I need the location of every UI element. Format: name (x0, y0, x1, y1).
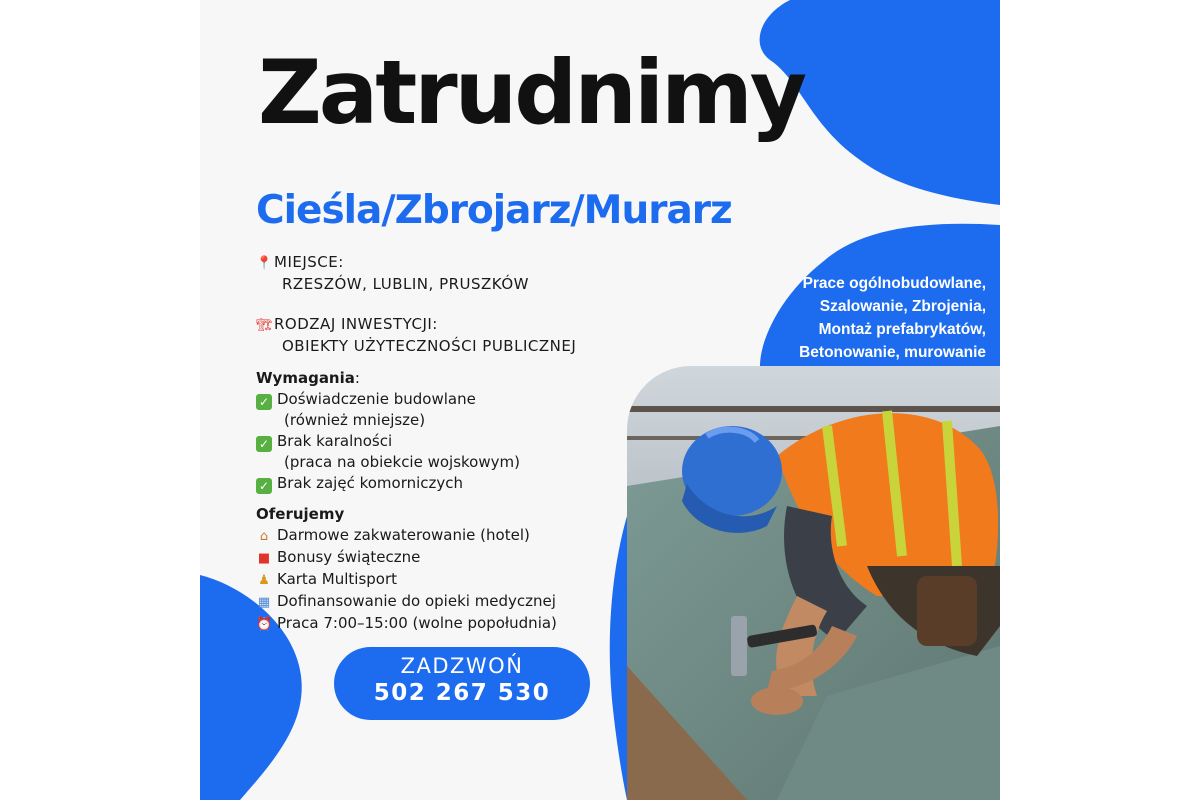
investment-value: OBIEKTY UŻYTECZNOŚCI PUBLICZNEJ (282, 337, 577, 355)
work-type: Szalowanie, Zbrojenia, (819, 298, 986, 315)
crane-icon: 🏗 (256, 318, 274, 333)
check-icon: ✓ (256, 394, 272, 410)
list-item (256, 591, 557, 613)
check-icon: ✓ (256, 478, 272, 494)
investment-label: RODZAJ INWESTYCJI: (274, 315, 438, 333)
alarm-clock-icon: ⏰ (256, 617, 273, 632)
construction-worker-illustration (627, 366, 1000, 800)
job-titles: Cieśla/Zbrojarz/Murarz (256, 188, 732, 233)
work-types (799, 272, 986, 364)
pin-icon: 📍 (256, 256, 273, 271)
offer-text: Karta Multisport (277, 570, 397, 588)
phone-number[interactable]: 502 267 530 (373, 680, 551, 706)
work-type: Betonowanie, murowanie (799, 344, 986, 361)
requirement-text: Brak karalności (277, 432, 393, 450)
list-item (256, 613, 557, 635)
work-type: Prace ogólnobudowlane, (802, 275, 986, 292)
offer-text: Praca 7:00–15:00 (wolne popołudnia) (277, 614, 557, 632)
requirement-note: (praca na obiekcie wojskowym) (284, 453, 520, 471)
location-block (256, 252, 529, 295)
location-value: RZESZÓW, LUBLIN, PRUSZKÓW (282, 275, 529, 293)
location-label: MIEJSCE: (274, 253, 344, 271)
list-item (256, 389, 520, 410)
requirement-text: Doświadczenie budowlane (277, 390, 476, 408)
offers-title: Oferujemy (256, 505, 345, 523)
list-item (256, 569, 557, 591)
requirement-text: Brak zajęć komorniczych (277, 474, 464, 492)
list-item (256, 473, 520, 494)
headline: Zatrudnimy (258, 41, 805, 144)
job-poster (200, 0, 1000, 800)
offer-text: Dofinansowanie do opieki medycznej (277, 592, 556, 610)
requirements-colon: : (354, 369, 360, 387)
offer-text: Darmowe zakwaterowanie (hotel) (277, 526, 530, 544)
work-type: Montaż prefabrykatów, (818, 321, 986, 338)
requirements-title: Wymagania (256, 369, 355, 387)
check-icon: ✓ (256, 436, 272, 452)
list-item (256, 525, 557, 547)
call-button[interactable] (334, 647, 590, 720)
requirement-note: (również mniejsze) (284, 411, 426, 429)
offer-text: Bonusy świąteczne (277, 548, 421, 566)
hospital-icon: ▦ (257, 595, 271, 610)
worker-photo (627, 366, 1000, 800)
offers-list (256, 504, 557, 635)
gift-icon: ■ (257, 551, 271, 566)
weightlifter-icon: ♟ (258, 573, 270, 588)
list-item (256, 547, 557, 569)
call-label: ZADZWOŃ (400, 654, 524, 678)
house-icon: ⌂ (259, 529, 269, 544)
investment-block (256, 314, 576, 357)
requirements-list (256, 368, 520, 494)
list-item (256, 431, 520, 452)
